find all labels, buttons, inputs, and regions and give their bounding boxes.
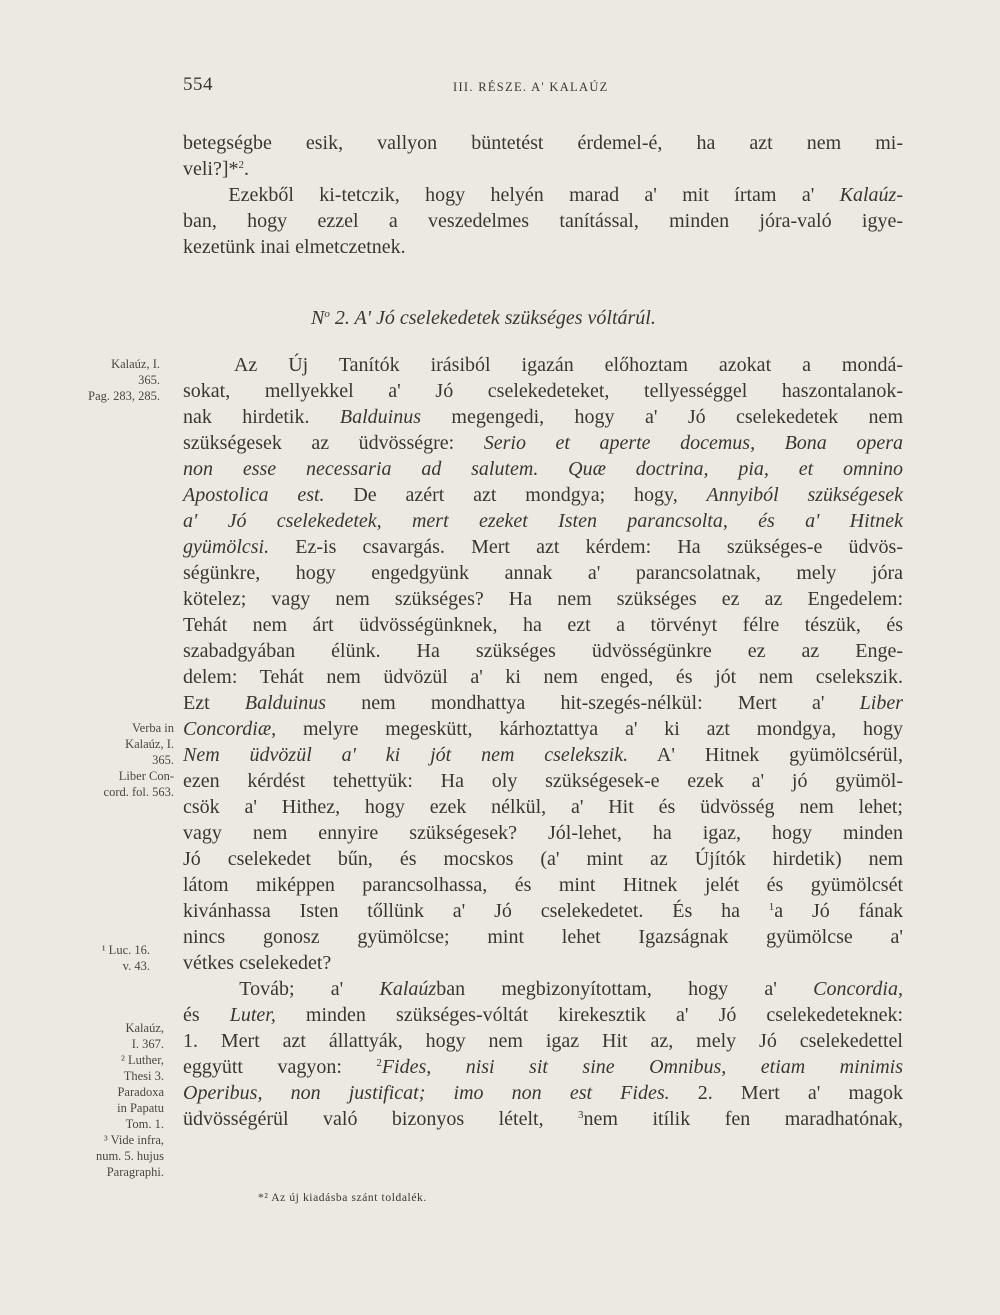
text-line: eggyütt vagyon: $^2$Fides, nisi sit sine Omnibus, etiam minimis bbox=[183, 1056, 903, 1078]
text-line: 1. Mert azt állattyák, hogy nem igaz Hit az, mely Jó cselekedettel bbox=[183, 1030, 903, 1052]
margin-note-line: Pag. 283, 285. bbox=[88, 389, 160, 403]
text-line: nak hirdetik. Balduinus megengedi, hogy a' Jó cselekedetek nem bbox=[183, 406, 903, 428]
margin-note-line: Kalaúz, I. bbox=[111, 357, 160, 371]
text-line: üdvösségérül való bizonyos lételt, $^3$nem itílik fen maradhatónak, bbox=[183, 1108, 903, 1130]
text-line: kezetünk inai elmetczetnek. bbox=[183, 236, 406, 258]
margin-note-line: Liber Con- bbox=[118, 769, 174, 783]
text-line: látom miképpen parancsolhassa, és mint Hitnek jelét és gyümölcsét bbox=[183, 874, 903, 896]
margin-note-line: Kalaúz, I. bbox=[125, 737, 174, 751]
text-line: nincs gonosz gyümölcse; mint lehet Igazságnak gyümölcse a' bbox=[183, 926, 903, 948]
margin-note-line: Paradoxa bbox=[117, 1085, 164, 1099]
text-line: vétkes cselekedet? bbox=[183, 952, 332, 974]
margin-note bbox=[102, 942, 150, 974]
text-line: csök a' Hithez, hogy ezek nélkül, a' Hit és üdvösség nem lehet; bbox=[183, 796, 903, 818]
text-line: Nem üdvözül a' ki jót nem cselekszik. A' Hitnek gyümölcsérül, bbox=[183, 744, 903, 766]
text-line: kötelez; vagy nem szükséges? Ha nem szükséges ez az Engedelem: bbox=[183, 588, 903, 610]
margin-note bbox=[104, 720, 174, 800]
margin-note-line: cord. fol. 563. bbox=[103, 785, 174, 799]
margin-note-line: Verba in bbox=[132, 721, 174, 735]
margin-note-line: ³ Vide infra, bbox=[103, 1133, 164, 1147]
text-line: és Luter, minden szükséges-vóltát kirekesztik a' Jó cselekedeteknek: bbox=[183, 1004, 903, 1026]
text-line: sokat, mellyekkel a' Jó cselekedeteket, tellyességgel haszontalanok- bbox=[183, 380, 903, 402]
margin-note-line: ¹ Luc. 16. bbox=[101, 943, 150, 957]
text-line: veli?]*$^2$. bbox=[183, 158, 250, 180]
page-number: 554 bbox=[183, 74, 213, 95]
page-header bbox=[183, 74, 903, 104]
margin-note-line: Kalaúz, bbox=[125, 1021, 164, 1035]
margin-note-line: ² Luther, bbox=[121, 1053, 164, 1067]
running-head: III. RÉSZE. A' KALAÚZ bbox=[453, 80, 609, 94]
text-line: Operibus, non justificat; imo non est Fides. 2. Mert a' magok bbox=[183, 1082, 903, 1104]
text-line: Tehát nem árt üdvösségünknek, ha ezt a törvényt félre tészük, és bbox=[183, 614, 903, 636]
text-line: Továb; a' Kalaúzban megbizonyítottam, hogy a' Concordia, bbox=[183, 978, 903, 1000]
text-line: Ezt Balduinus nem mondhattya hit-szegés-nélkül: Mert a' Liber bbox=[183, 692, 903, 714]
text-line: gyümölcsi. Ez-is csavargás. Mert azt kérdem: Ha szükséges-e üdvös- bbox=[183, 536, 903, 558]
text-line: Concordiæ, melyre megeskütt, kárhoztattya a' ki azt mondgya, hogy bbox=[183, 718, 903, 740]
text-line: non esse necessaria ad salutem. Quæ doctrina, pia, et omnino bbox=[183, 458, 903, 480]
margin-note-line: 365. bbox=[152, 753, 174, 767]
text-line: ezen kérdést tehettyük: Ha oly szükségesek-e ezek a' jó gyümöl- bbox=[183, 770, 903, 792]
margin-note-line: num. 5. hujus bbox=[95, 1149, 164, 1163]
margin-note-line: Thesi 3. bbox=[123, 1069, 164, 1083]
margin-note bbox=[96, 1020, 164, 1180]
text-line: kivánhassa Isten tőllünk a' Jó cselekedetet. És ha $^1$a Jó fának bbox=[183, 900, 904, 922]
text-line: Jó cselekedet bűn, és mocskos (a' mint az Újítók hirdetik) nem bbox=[183, 848, 903, 870]
text-line: betegségbe esik, vallyon büntetést érdemel-é, ha azt nem mi- bbox=[183, 132, 903, 154]
margin-note-line: Tom. 1. bbox=[125, 1117, 164, 1131]
text-line: ban, hogy ezzel a veszedelmes tanítással, minden jóra-való igye- bbox=[183, 210, 903, 232]
text-line: Ezekből ki-tetczik, hogy helyén marad a' mit írtam a' Kalaúz- bbox=[183, 184, 903, 206]
margin-note bbox=[88, 356, 160, 404]
text-line: vagy nem ennyire szükségesek? Jól-lehet, ha igaz, hogy minden bbox=[183, 822, 903, 844]
text-line: ségünkre, hogy engedgyünk annak a' parancsolatnak, mely jóra bbox=[183, 562, 903, 584]
margin-note-line: v. 43. bbox=[122, 959, 150, 973]
margin-note-line: in Papatu bbox=[117, 1101, 164, 1115]
margin-note-line: 365. bbox=[138, 373, 160, 387]
margin-note-line: I. 367. bbox=[131, 1037, 164, 1051]
text-line: szükségesek az üdvösségre: Serio et aperte docemus, Bona opera bbox=[183, 432, 903, 454]
text-line: Az Új Tanítók irásiból igazán előhoztam azokat a mondá- bbox=[183, 354, 903, 376]
text-line: a' Jó cselekedetek, mert ezeket Isten parancsolta, és a' Hitnek bbox=[183, 510, 903, 532]
text-line: delem: Tehát nem üdvözül a' ki nem enged, és jót nem cselekszik. bbox=[183, 666, 903, 688]
margin-note-line: Paragraphi. bbox=[106, 1165, 164, 1179]
blank-line bbox=[183, 276, 903, 302]
text-line: szabadgyában élünk. Ha szükséges üdvösségünkre ez az Enge- bbox=[183, 640, 903, 662]
text-line: Apostolica est. De azért azt mondgya; hogy, Annyiból szükségesek bbox=[183, 484, 903, 506]
text-line: $N^o$ 2. A' Jó cselekedetek szükséges vóltárúl. bbox=[311, 307, 656, 329]
footnote: *² Az új kiadásba szánt toldalék. bbox=[258, 1192, 427, 1204]
